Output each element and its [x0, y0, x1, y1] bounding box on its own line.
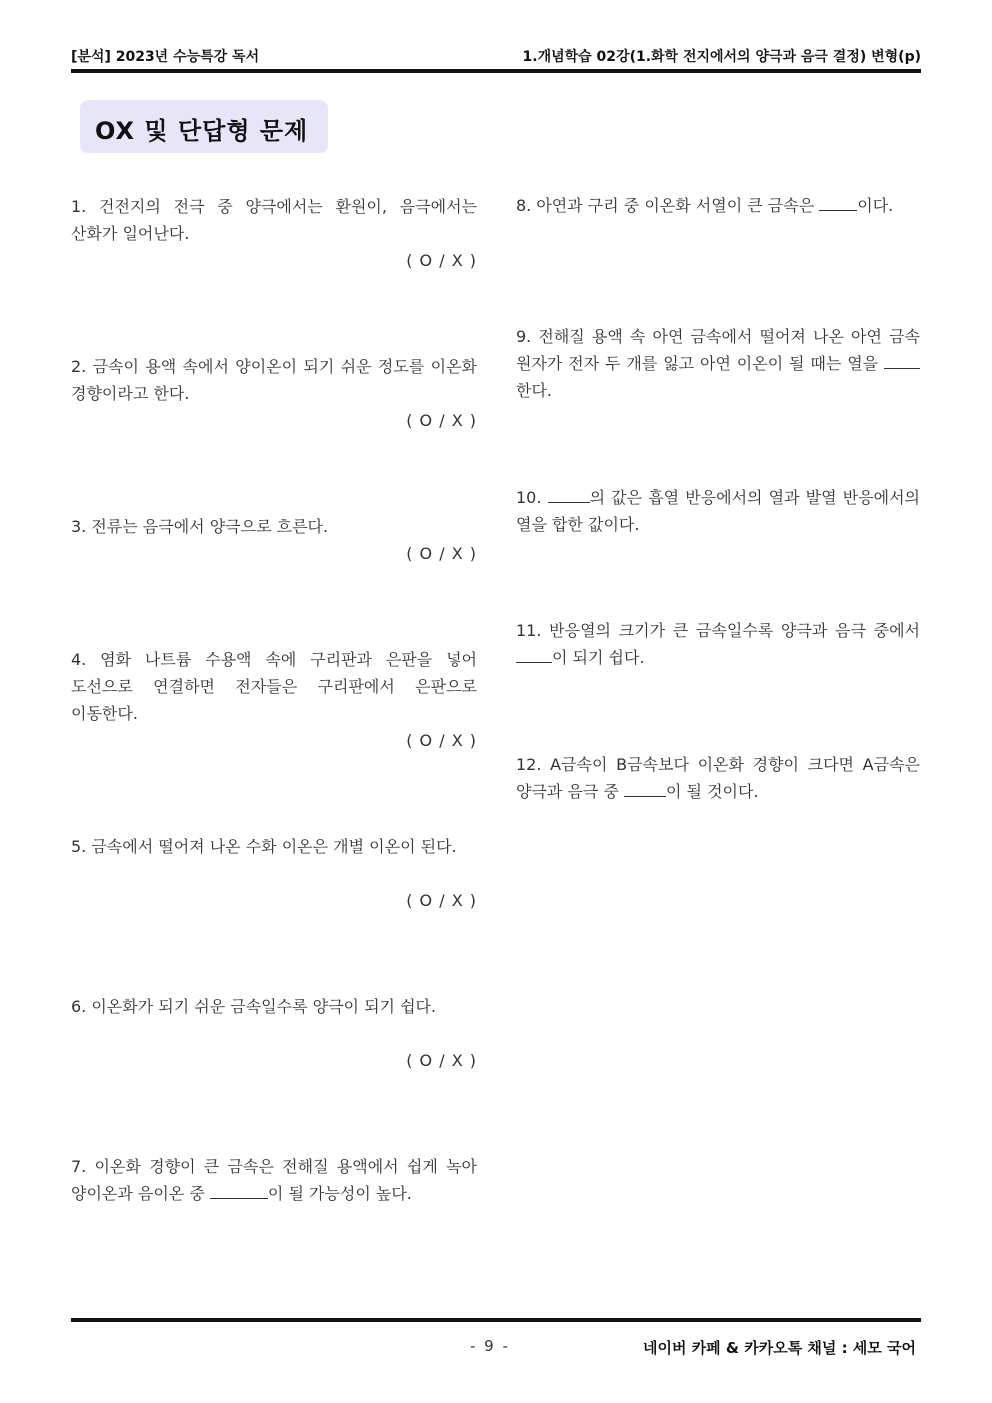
question-5	[71, 833, 477, 860]
question-4	[71, 646, 477, 727]
section-title: OX 및 단답형 문제	[95, 117, 309, 145]
question-8	[516, 192, 920, 219]
page-header	[71, 44, 921, 66]
question-text: 8. 아연과 구리 중 이온화 서열이 큰 금속은	[516, 196, 820, 215]
answer-blank[interactable]	[516, 645, 552, 663]
ox-answer-6[interactable]: ( O / X )	[406, 1051, 477, 1070]
header-divider	[71, 69, 921, 73]
footer-channel: 네이버 카페 & 카카오톡 채널 : 세모 국어	[643, 1339, 916, 1357]
header-left-title: [분석] 2023년 수능특강 독서	[71, 49, 260, 65]
footer-divider	[71, 1318, 921, 1322]
question-10	[516, 484, 920, 538]
answer-blank[interactable]	[548, 485, 590, 503]
question-2	[71, 353, 477, 407]
ox-answer-2[interactable]: ( O / X )	[406, 411, 477, 430]
question-text: 10.	[516, 488, 548, 507]
ox-answer-1[interactable]: ( O / X )	[406, 251, 477, 270]
question-text: 9. 전해질 용액 속 아연 금속에서 떨어져 나온 아연 금속 원자가 전자 두 개를 잃고 아연 이온이 될 때는 열을	[516, 327, 920, 373]
question-text-tail: 의 값은 흡열 반응에서의 열과 발열 반응에서의 열을 합한 값이다.	[516, 488, 920, 534]
question-12	[516, 751, 920, 805]
question-text: 4. 염화 나트륨 수용액 속에 구리판과 은판을 넣어 도선으로 연결하면 전자들은 구리판에서 은판으로 이동한다.	[71, 650, 477, 723]
answer-blank[interactable]	[624, 779, 666, 797]
question-text: 5. 금속에서 떨어져 나온 수화 이온은 개별 이온이 된다.	[71, 837, 457, 856]
question-text: 2. 금속이 용액 속에서 양이온이 되기 쉬운 정도를 이온화 경향이라고 한다.	[71, 357, 477, 403]
ox-answer-4[interactable]: ( O / X )	[406, 731, 477, 750]
question-text: 3. 전류는 음극에서 양극으로 흐른다.	[71, 517, 329, 536]
ox-answer-3[interactable]: ( O / X )	[406, 544, 477, 563]
question-7	[71, 1153, 477, 1207]
question-11	[516, 617, 920, 671]
question-text: 7. 이온화 경향이 큰 금속은 전해질 용액에서 쉽게 녹아 양이온과 음이온 중	[71, 1157, 477, 1203]
page-number: - 9 -	[470, 1337, 510, 1355]
header-right-title: 1.개념학습 02강(1.화학 전지에서의 양극과 음극 결정) 변형(p)	[522, 49, 921, 65]
question-text-tail: 이 될 가능성이 높다.	[267, 1184, 412, 1203]
ox-answer-5[interactable]: ( O / X )	[406, 891, 477, 910]
question-text: 11. 반응열의 크기가 큰 금속일수록 양극과 음극 중에서	[516, 621, 920, 640]
question-text-tail: 이 되기 쉽다.	[552, 648, 645, 667]
question-9	[516, 323, 920, 404]
question-text: 6. 이온화가 되기 쉬운 금속일수록 양극이 되기 쉽다.	[71, 997, 437, 1016]
question-text: 1. 건전지의 전극 중 양극에서는 환원이, 음극에서는 산화가 일어난다.	[71, 197, 477, 243]
question-3	[71, 513, 477, 540]
question-text-tail: 이다.	[857, 196, 894, 215]
question-text: 12. A금속이 B금속보다 이온화 경향이 크다면 A금속은 양극과 음극 중	[516, 755, 920, 801]
question-text-tail: 이 될 것이다.	[666, 782, 759, 801]
answer-blank[interactable]	[819, 193, 857, 211]
question-text-tail: 한다.	[516, 381, 552, 400]
answer-blank[interactable]	[884, 351, 920, 369]
question-1	[71, 193, 477, 247]
question-6	[71, 993, 477, 1020]
answer-blank[interactable]	[210, 1181, 268, 1199]
